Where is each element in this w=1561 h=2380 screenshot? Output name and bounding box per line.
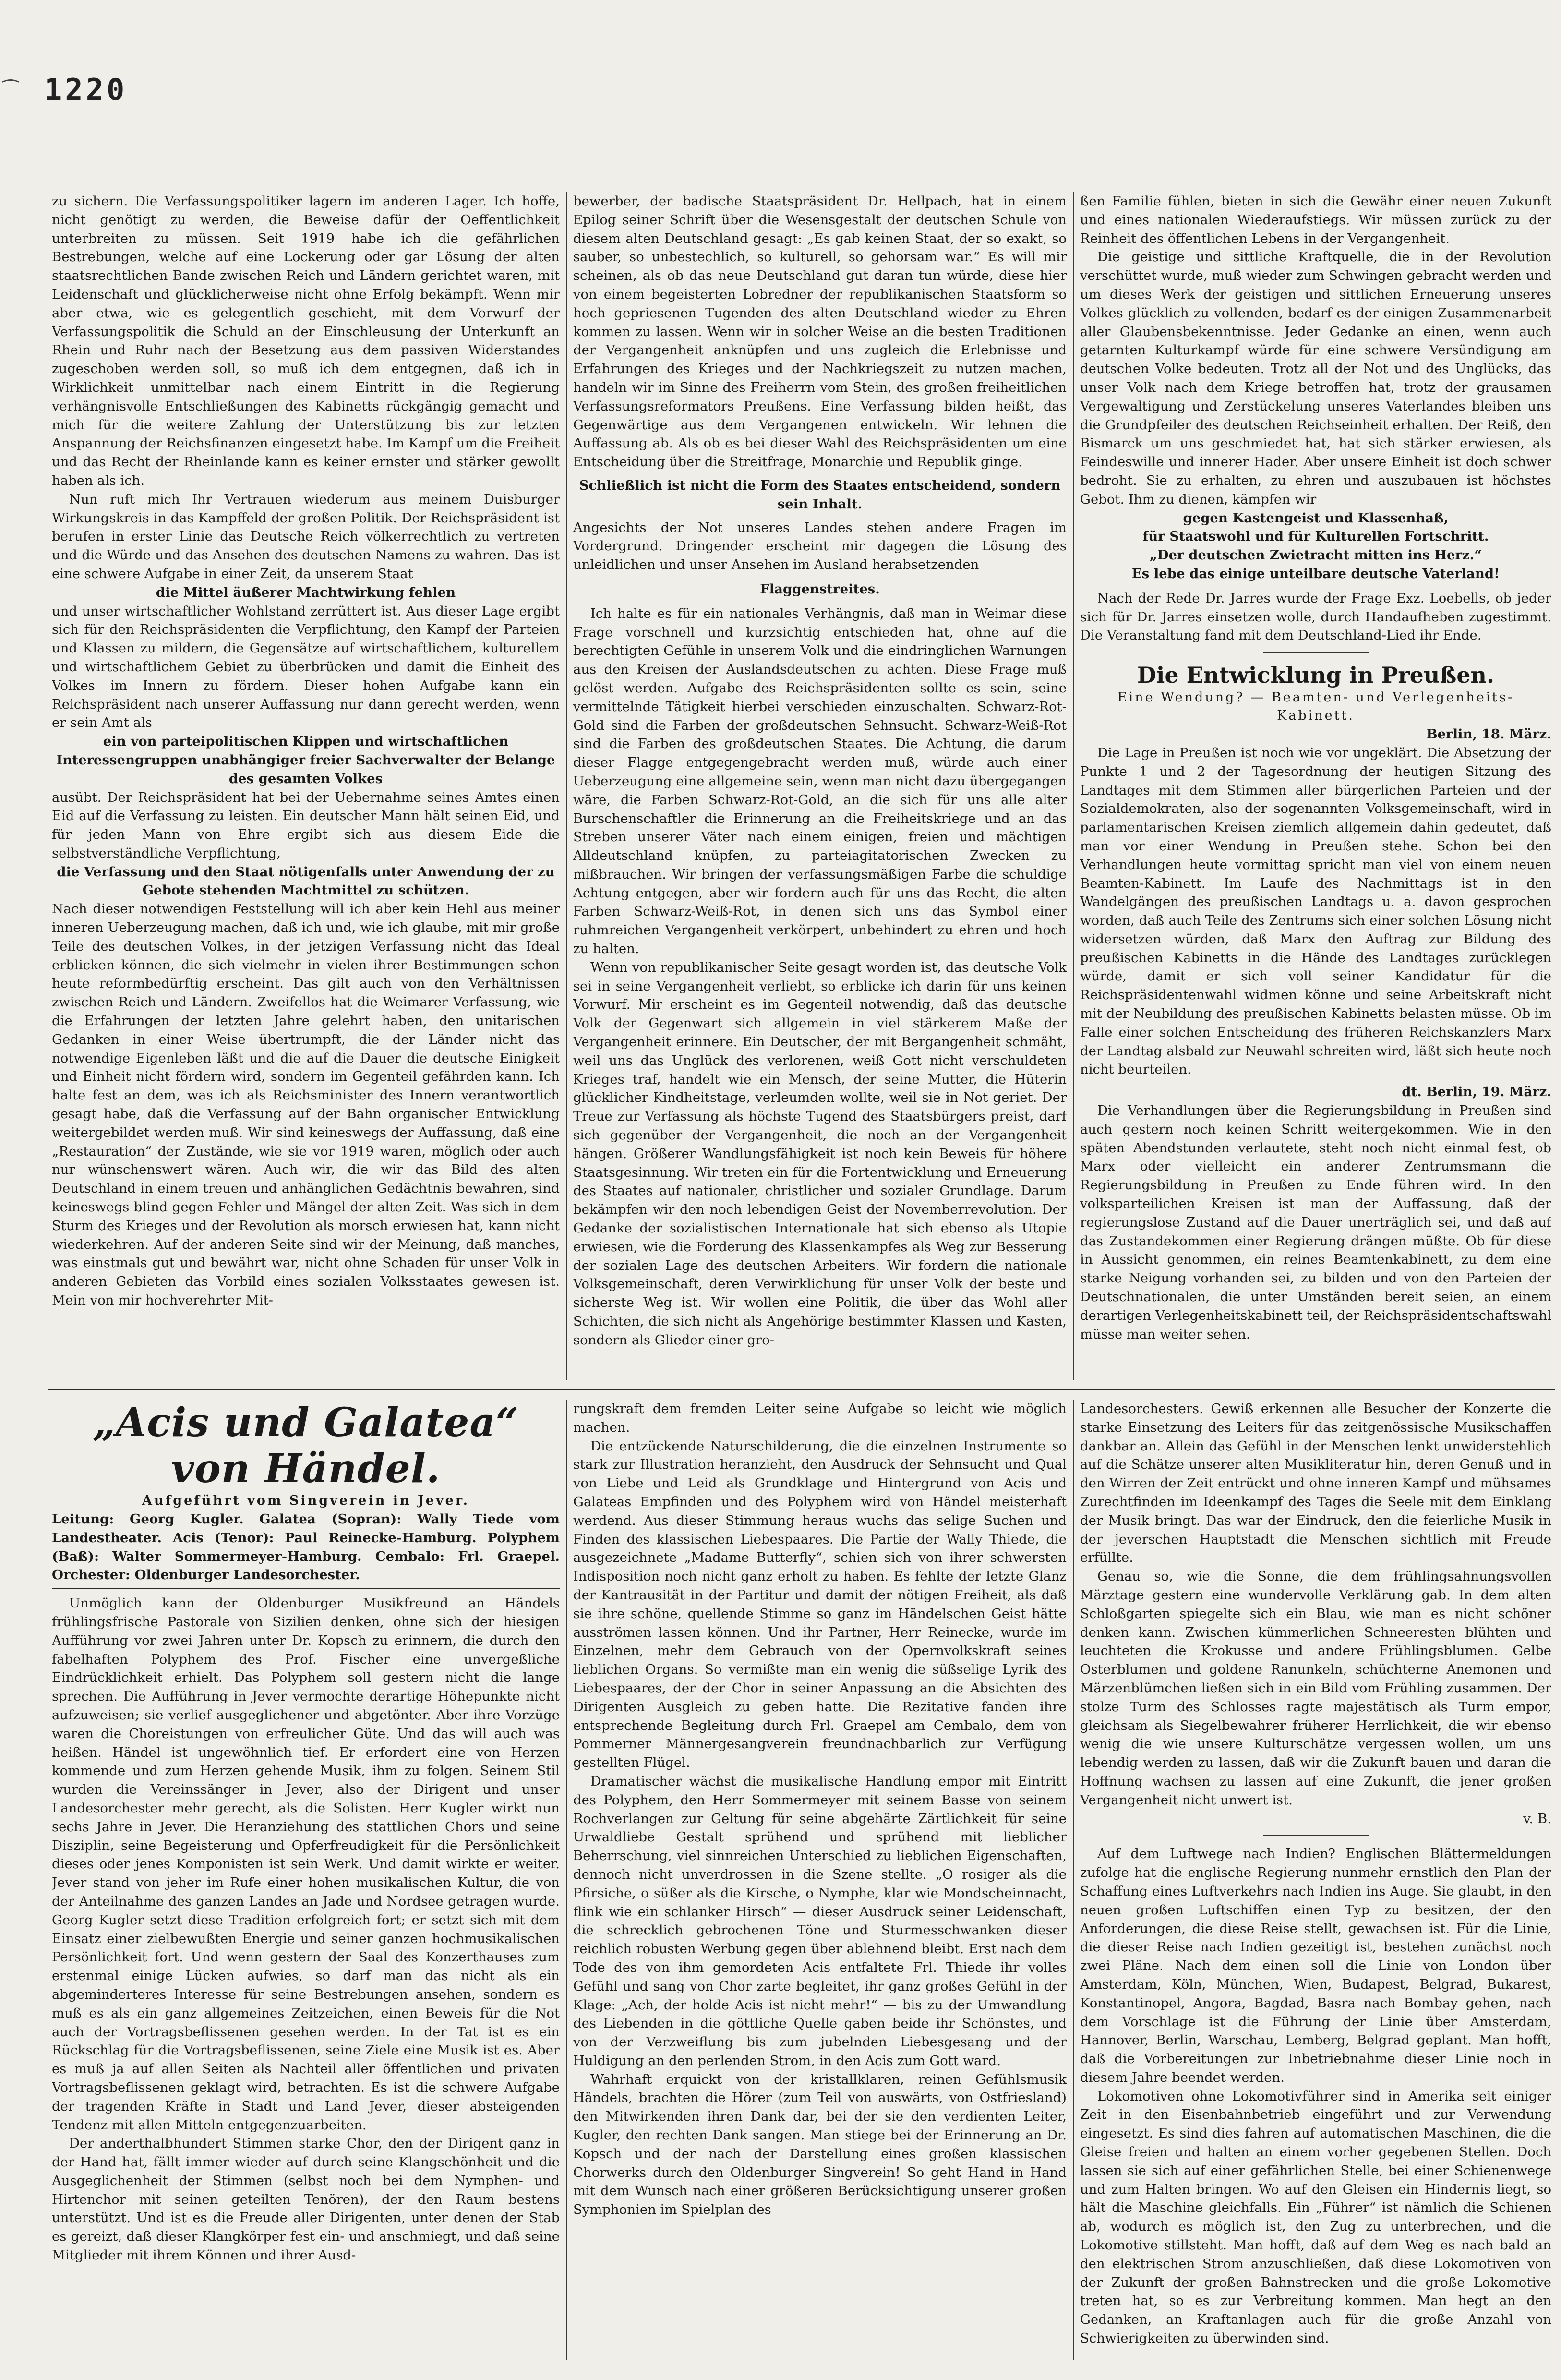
separator: [1263, 1835, 1369, 1836]
cast-list: Leitung: Georg Kugler. Galatea (Sopran): Wally Tiede vom Landestheater. Acis (Tenor): Paul Reinecke-Hamburg. Polyphem (Baß): Walter Sommermeyer-Hamburg. Cembalo: Frl. Graepel. Orchester: Oldenburger Landesorchester.: [52, 1511, 560, 1583]
column-rule: [1073, 1400, 1074, 2360]
paragraph: Dramatischer wächst die musikalische Handlung empor mit Eintritt des Polyphem, den Herr Sommermeyer mit seinem Basse von seinem Rochverlangen zur Geltung für seine abgehärte Zärtlichkeit für seine Urwaldliebe Gestalt sprühend und sprühend mit lieblicher Beherrschung, viel sinnreichen Unterschied zu lieblichen Eigenschaften, dennoch nicht unverdrossen in die Szene stellte. „O rosiger als die Pfirsiche, o süßer als die Kirsche, o Nymphe, klar wie Mondscheinnacht, flink wie ein schlanker Hirsch“ — dieser Ausdruck seiner Leidenschaft, die schrecklich gebrochenen Töne und Sturmesschwanken dieser reichlich robusten Werbung gegen über ablehnend bleibt. Erst nach dem Tode des von ihm gemordeten Acis entfaltete Frl. Thiede ihr volles Gefühl und sang von Chor zarte begleitet, ihr ganz großes Gefühl in der Klage: „Ach, der holde Acis ist nicht mehr!“ — bis zu der Umwandlung des Liebenden in die göttliche Quelle gaben beide ihr Schönstes, und von der Verzweiflung bis zum jubelnden Liebesgesang und der Huldigung an den perlenden Strom, in den Acis zum Gott ward.: [573, 1773, 1067, 2068]
emphasis-line: für Staatswohl und für Kulturellen Fortschritt.: [1142, 529, 1489, 544]
scan-edge-mark: ⁀: [3, 80, 19, 102]
paragraph: Die Lage in Preußen ist noch wie vor ungeklärt. Die Absetzung der Punkte 1 und 2 der Tagesordnung der heutigen Sitzung des Landtages mit dem Stimmen aller bürgerlichen Parteien und der Sozialdemokraten, also der sogenannten Volksgemeinschaft, wird in parlamentarischen Kreisen ziemlich allgemein dahin gedeutet, daß man vor einer Wendung in Preußen stehe. Schon bei den Verhandlungen heute vormittag spricht man viel von einem neuen Beamten-Kabinett. Im Laufe des Nachmittags ist in den Wandelgängen des preußischen Landtags u. a. davon gesprochen worden, daß auch Teile des Zentrums sich einer solchen Lösung nicht widersetzen würden, daß Marx den Auftrag zur Bildung des preußischen Kabinetts in die Hände des Landtages zurücklegen würde, damit er sich voll seiner Kandidatur für die Reichspräsidentenwahl widmen könne und seine Arbeitskraft nicht mit der Neubildung des preußischen Kabinetts belasten müsse. Ob im Falle einer solchen Entscheidung des früheren Reichskanzlers Marx der Landtag alsbald zur Neuwahl schreiten wird, läßt sich heute noch nicht beurteilen.: [1080, 745, 1551, 1077]
section-heading: Flaggenstreites.: [760, 581, 880, 597]
page-number: 1220: [44, 72, 128, 107]
column-rule: [566, 1400, 567, 2360]
paragraph: Auf dem Luftwege nach Indien? Englischen Blättermeldungen zufolge hat die englische Regierung nunmehr ernstlich den Plan der Schaffung eines Luftverkehrs nach Indien ins Auge. Sie glaubt, in den neuen großen Luftschiffen einen Typ zu besitzen, der den Anforderungen, die diese Reise stellt, gewachsen ist. Für die Linie, die dieser Reise nach Indien gezeitigt ist, bestehen zunächst noch zwei Pläne. Nach dem einen soll die Linie von London über Amsterdam, Köln, München, Wien, Budapest, Belgrad, Bukarest, Konstantinopel, Angora, Bagdad, Basra nach Bombay gehen, nach dem Vorschlage ist die Führung der Linie über Amsterdam, Hannover, Berlin, Warschau, Lemberg, Belgrad geplant. Man hofft, daß die Vorbereitungen zur Inbetriebnahme dieser Linie noch in diesem Jahre beendet werden.: [1080, 1846, 1551, 2085]
column-rule: [1073, 192, 1074, 1380]
paragraph: Die Verhandlungen über die Regierungsbildung in Preußen sind auch gestern noch keinen Schritt weitergekommen. Wie in den späten Abendstunden verlautete, steht noch nicht einmal fest, ob Marx oder vielleicht ein anderer Zentrumsmann die Regierungsbildung in Preußen zu Ende führen wird. In den volksparteilichen Kreisen ist man der Auffassung, daß der regierungslose Zustand auf die Dauer unerträglich sei, und daß auf das Zustandekommen einer Regierung drängen müßte. Ob für diese in Aussicht genommen, ein reines Beamtenkabinett, zu dem eine starke Neigung vorhanden sei, zu bilden und von den Parteien der Deutschnationalen, die unter Umständen bereit seien, an einem derartigen Verlegenheitskabinett teil, der Reichspräsidentschaftswahl müsse man weiter sehen.: [1080, 1103, 1551, 1342]
dateline: dt. Berlin, 19. März.: [1402, 1084, 1551, 1100]
paragraph: bewerber, der badische Staatspräsident Dr. Hellpach, hat in einem Epilog seiner Schrift über die Wesensgestalt der deutschen Schule von diesem alten Deutschland gesagt: „Es gab keinen Staat, der so exakt, so sauber, so unbestechlich, so kulturell, so gehorsam war.“ Es will mir scheinen, als ob das neue Deutschland gut daran tun würde, diese hier von einem begeisterten Lobredner der republikanischen Staatsform so hoch gepriesenen Tugenden des alten Deutschland wieder zu Ehren kommen zu lassen. Wenn wir in solcher Weise an die besten Traditionen der Vergangenheit anknüpfen und uns zugleich die Erlebnisse und Erfahrungen des Krieges und der Nachkriegszeit zu nutzen machen, handeln wir im Sinne des Freiherrn vom Stein, des großen freiheitlichen Verfassungsreformators Preußens. Eine Verfassung bilden heißt, das Gegenwärtige aus dem Vergangenen entwickeln. Wir lehnen die Auffassung ab. Als ob es bei dieser Wahl des Reichspräsidenten um eine Entscheidung über die Streitfrage, Monarchie und Republik ginge.: [573, 193, 1067, 470]
paragraph: Nach dieser notwendigen Feststellung will ich aber kein Hehl aus meiner inneren Ueberzeugung machen, daß ich und, wie ich glaube, mit mir große Teile des deutschen Volkes, in der jetzigen Verfassung nicht das Ideal erblicken können, die sich vielmehr in vielen ihrer Bestimmungen schon heute reformbedürftig erscheint. Das gilt auch von den Verhältnissen zwischen Reich und Ländern. Zweifellos hat die Weimarer Verfassung, wie die Erfahrungen der letzten Jahre gelehrt haben, den unitarischen Gedanken in einer Weise übertrumpft, die der Länder nicht das notwendige Eigenleben läßt und die auf die Dauer die deutsche Einigkeit und Einheit nicht fördern wird, sondern im Gegenteil gefährden kann. Ich halte fest an dem, was ich als Reichsminister des Innern verantwortlich gesagt habe, daß die Verfassung auf der Bahn organischer Entwicklung weitergebildet werden muß. Wir sind keineswegs der Auffassung, daß eine „Restauration“ der Zustände, wie sie vor 1919 waren, möglich oder auch nur wünschenswert wären. Auch wir, die wir das Bild des alten Deutschland in einem treuen und anhänglichen Gedächtnis bewahren, sind keineswegs blind gegen Fehler und Mängel der alten Zeit. Was sich in dem Sturm des Krieges und der Revolution als morsch erwiesen hat, kann nicht wiederkehren. Auf der anderen Seite sind wir der Meinung, daß manches, was einstmals gut und bewährt war, nicht ohne Schaden für unser Volk in anderen Gebieten das Vorbild eines sozialen Volksstaates gewesen ist. Mein von mir hochverehrter Mit-: [52, 901, 560, 1308]
dateline: Berlin, 18. März.: [1426, 726, 1551, 742]
top-column-3: [1080, 192, 1551, 1380]
bottom-column-3: [1080, 1400, 1551, 2360]
paragraph: Unmöglich kann der Oldenburger Musikfreund an Händels frühlingsfrische Pastorale von Sizilien denken, ohne sich der hiesigen Aufführung vor zwei Jahren unter Dr. Kopsch zu erinnern, die durch den fabelhaften Polyphem des Prof. Fischer eine unvergeßliche Eindrücklichkeit erhielt. Das Polyphem soll gestern nicht die lange sprechen. Die Aufführung in Jever vermochte derartige Höhepunkte nicht aufzuweisen; sie verlief ausgeglichener und abgetönter. Aber ihre Vorzüge waren die Choreistungen von erfreulicher Güte. Und das will auch was heißen. Händel ist ungewöhnlich tief. Er erfordert eine von Herzen kommende und zum Herzen gehende Musik, ihm zu folgen. Seinem Stil wurden die Vereinssänger in Jever, also der Dirigent und unser Landesorchester mehr gerecht, als die Solisten. Herr Kugler wirkt nun sechs Jahre in Jever. Die Heranziehung des stattlichen Chors und seine Disziplin, seine Begeisterung und Opferfreudigkeit für die Persönlichkeit dieses oder jenes Komponisten ist sein Werk. Und damit wirkte er weiter. Jever stand von jeher im Rufe einer hohen musikalischen Kultur, die von der Anteilnahme des ganzen Landes an Jade und Nordsee getragen wurde. Georg Kugler setzt diese Tradition erfolgreich fort; er setzt sich mit dem Einsatz einer zielbewußten Energie und seiner ganzen hochmusikalischen Persönlichkeit fort. Und wenn gestern der Saal des Konzerthauses zum erstenmal einige Lücken aufwies, so darf man das nicht als ein abgeminderteres Interesse für seine Bestrebungen ansehen, sondern es muß es als ein ganz allgemeines Zeitzeichen, einen Beweis für die Not auch der Vortragsbeflissenen gesehen werden. In der Tat ist es ein Rückschlag für die Vortragsbeflissenen, seine Ziele eine Musik ist es. Aber es muß ja auf allen Seiten als Nachteil aller öffentlichen und privaten Vortragsbeflissenen geklagt wird, betrachten. Es ist die schwere Aufgabe der tragenden Kräfte in Stadt und Land Jever, dieser absteigenden Tendenz mit allen Mitteln entgegenzuarbeiten.: [52, 1595, 560, 2133]
separator: [1263, 652, 1369, 653]
paragraph: Die entzückende Naturschilderung, die die einzelnen Instrumente so stark zur Illustration heranzieht, den Ausdruck der Sehnsucht und Qual von Liebe und Leid als Grundklage und Hintergrund von Acis und Galateas Empfinden und des Polyphem wird von Händel meisterhaft werdend. Aus dieser Stimmung heraus wuchs das selige Suchen und Finden des klassischen Liebespaares. Die Partie der Wally Thiede, die ausgezeichnete „Madame Butterfly“, schien sich von ihrer schwersten Indisposition noch nicht ganz erholt zu haben. Es fehlte der letzte Glanz der Kantrausität in der Partitur und damit der nötigen Freiheit, als daß sie ihre schöne, quellende Stimme so ganz im Händelschen Geist hätte ausströmen lassen können. Und ihr Partner, Herr Reinecke, wurde im Einzelnen, mehr dem Gebrauch von der Opernvolkskraft seines lieblichen Organs. So vermißte man ein wenig die süßselige Lyrik des Liebespaares, der der Chor in seiner Anpassung an die Absichten des Dirigenten Ausgleich zu geben hatte. Die Rezitative fanden ihre entsprechende Begleitung durch Frl. Graepel am Cembalo, dem von Pommerner Männergesangverein freundnachbarlich zur Verfügung gestellten Flügel.: [573, 1438, 1067, 1771]
paragraph: und unser wirtschaftlicher Wohlstand zerrüttert ist. Aus dieser Lage ergibt sich für den Reichspräsidenten die Verpflichtung, den Kampf der Parteien und Klassen zu mildern, die Gegensätze auf wirtschaftlichem, kulturellem und wirtschaftlichem Gebiet zu überbrücken und damit die Einheit des Volkes im Innern zu fördern. Dieser hohen Aufgabe kann ein Reichspräsident nach unserer Auffassung nur dann gerecht werden, wenn er sein Amt als: [52, 603, 560, 731]
emphasis-line: Es lebe das einige unteilbare deutsche Vaterland!: [1131, 566, 1500, 581]
paragraph: Lokomotiven ohne Lokomotivführer sind in Amerika seit einiger Zeit in den Eisenbahnbetrieb eingeführt und zur Verwendung eingesetzt. Es sind dies fahren auf automatischen Maschinen, die die Gleise freien und halten an einem vorher gegebenen Stellen. Doch lassen sie sich auf einer gefährlichen Stelle, bei einer Schienenwege und zum Halten bringen. Wo auf den Gleisen ein Hindernis liegt, so hält die Maschine gleichfalls. Ein „Führer“ ist nämlich die Schienen ab, wodurch es möglich ist, den Zug zu unterbrechen, und die Lokomotive stillsteht. Man hofft, daß auf dem Weg es nach bald an den elektrischen Strom anzuschließen, daß diese Lokomotiven von der Zukunft der großen Bahnstrecken und die große Lokomotive treten hat, so es zur Verbreitung kommen. Man hegt an den Gedanken, an Kraftanlagen auch für die große Anzahl von Schwierigkeiten zu überwinden sind.: [1080, 2088, 1551, 2346]
paragraph: Ich halte es für ein nationales Verhängnis, daß man in Weimar diese Frage vorschnell und kurzsichtig entschieden hat, ohne auf die berechtigten Gefühle in unserem Volk und die eindringlichen Warnungen aus den Kreisen der Auslandsdeutschen zu achten. Diese Frage muß gelöst werden. Aufgabe des Reichspräsidenten sollte es sein, seine vermittelnde Tätigkeit hierbei verschieden einzuschalten. Schwarz-Rot-Gold sind die Farben der großdeutschen Sehnsucht. Schwarz-Weiß-Rot sind die Farben des großdeutschen Staates. Die Achtung, die darum dieser Flagge entgegengebracht werden muß, würde auch einer Ueberzeugung eine allgemeine sein, wenn man nicht dazu übergegangen wäre, die Farben Schwarz-Rot-Gold, an die sich für uns alle alter Burschenschaftler die Erinnerung an die Freiheitskriege und an das Streben unserer Väter nach einem einigen, freien und mächtigen Alldeutschland knüpfen, zu parteiagitatorischen Zwecken zu mißbrauchen. Wir bringen der verfassungsmäßigen Farbe die schuldige Achtung entgegen, aber wir fordern auch für uns das Recht, die alten Farben Schwarz-Weiß-Rot, in denen sich uns das Symbol einer ruhmreichen Vergangenheit verkörpert, unbehindert zu ehren und hoch zu halten.: [573, 605, 1067, 957]
paragraph: zu sichern. Die Verfassungspolitiker lagern im anderen Lager. Ich hoffe, nicht genötigt zu werden, die Beweise dafür der Oeffentlichkeit unterbreiten zu müssen. Seit 1919 habe ich die gefährlichen Bestrebungen, welche auf eine Lockerung oder gar Lösung der alten staatsrechtlichen Bande zwischen Reich und Ländern gerichtet waren, mit Leidenschaft und glücklicherweise nicht ohne Erfolg bekämpft. Wenn mir aber etwa, wie es gelegentlich geschieht, mit dem Vorwurf der Verfassungspolitik die Schuld an der Einschleusung der Unterkunft an Rhein und Ruhr nach der Besetzung aus dem passiven Widerstandes zugeschoben werden soll, so muß ich dem entgegnen, daß ich in Wirklichkeit unmittelbar nach einem Eintritt in die Regierung verhängnisvolle Entschließungen des Kabinetts rückgängig gemacht und mich für die weitere Zahlung der Unterstützung bis zur letzten Anspannung der Reichsfinanzen eingesetzt habe. Im Kampf um die Freiheit und das Recht der Rheinlande kann es keiner ernster und stärker gewollt haben als ich.: [52, 193, 560, 488]
paragraph: ßen Familie fühlen, bieten in sich die Gewähr einer neuen Zukunft und eines nationalen Wiederaufstiegs. Wir müssen zurück zu der Reinheit des öffentlichen Lebens in der Vergangenheit.: [1080, 193, 1551, 246]
section-divider: [48, 1389, 1555, 1390]
emphasis-line: die Mittel äußerer Machtwirkung fehlen: [156, 584, 456, 600]
paragraph: Landesorchesters. Gewiß erkennen alle Besucher der Konzerte die starke Einsetzung des Leiters für das zeitgenössische Musikschaffen dankbar an. Allein das Gefühl in der Menschen lenkt unwiderstehlich auf die Schätze unserer alten Musikliteratur hin, deren Genuß und in den Wirren der Zeit entrückt und ohne inneren Kampf und mühsames Zurechtfinden im Ideenkampf des Tages die Seele mit dem Einklang der Musik bringt. Das war der Eindruck, den die feierliche Musik in der jeverschen Hauptstadt die Menschen sichtlich mit Freude erfüllte.: [1080, 1401, 1551, 1566]
author-signature: v. B.: [1523, 1811, 1551, 1826]
emphasis-line: gegen Kastengeist und Klassenhaß,: [1183, 510, 1449, 526]
paragraph: Nach der Rede Dr. Jarres wurde der Frage Exz. Loebells, ob jeder sich für Dr. Jarres einsetzen wolle, durch Handaufheben zugestimmt. Die Veranstaltung fand mit dem Deutschland-Lied ihr Ende.: [1080, 590, 1551, 643]
bottom-column-2: [573, 1400, 1067, 2360]
cast-rule: [52, 1588, 560, 1589]
top-column-2: [573, 192, 1067, 1380]
article-subtitle: Aufgeführt vom Singverein in Jever.: [142, 1493, 469, 1508]
emphasis-block: die Verfassung und den Staat nötigenfalls unter Anwendung der zu Gebote stehenden Machtmittel zu schützen.: [57, 864, 555, 898]
paragraph: Wenn von republikanischer Seite gesagt worden ist, das deutsche Volk sei in seine Vergangenheit verliebt, so erblicke ich darin für uns keinen Vorwurf. Mir erscheint es im Gegenteil notwendig, daß das deutsche Volk der Gegenwart sich allgemein in viel stärkerem Maße der Vergangenheit erinnere. Ein Deutscher, der mit Bergangenheit schmäht, weil uns das Unglück des verlorenen, weiß Gott nicht verschuldeten Krieges traf, handelt wie ein Mensch, der seine Mutter, die Hüterin glücklicher Kindheitstage, verleumden wollte, weil sie in Not geriet. Der Treue zur Verfassung als höchste Tugend des Staatsbürgers preist, darf sich gegenüber der Vergangenheit, die noch an der Vergangenheit hängen. Größerer Wandlungsfähigkeit ist noch kein Beweis für höhere Staatsgesinnung. Wir treten ein für die Fortentwicklung und Erneuerung des Staates auf nationaler, christlicher und sozialer Grundlage. Darum bekämpfen wir den noch lebendigen Geist der Novemberrevolution. Der Gedanke der sozialistischen Internationale hat sich ebenso als Utopie erwiesen, wie die Forderung des Klassenkampfes als Weg zur Besserung der sozialen Lage des deutschen Arbeiters. Wir fordern die nationale Volksgemeinschaft, deren Verwirklichung für unser Volk der beste und sicherste Weg ist. Wir wollen eine Politik, die über das Wohl aller Schichten, die sich nicht als Angehörige bestimmter Klassen und Kasten, sondern als Glieder einer gro-: [573, 959, 1067, 1348]
paragraph: rungskraft dem fremden Leiter seine Aufgabe so leicht wie möglich machen.: [573, 1401, 1067, 1435]
paragraph: Angesichts der Not unseres Landes stehen andere Fragen im Vordergrund. Dringender erscheint mir dagegen die Lösung des unleidlichen und unser Ansehen im Ausland herabsetzenden: [573, 519, 1067, 573]
emphasis-block: ein von parteipolitischen Klippen und wirtschaftlichen Interessengruppen unabhängiger freier Sachverwalter der Belange des gesamten Volkes: [56, 734, 555, 786]
article-headline: „Acis und Galatea“ von Händel.: [93, 1400, 519, 1492]
paragraph: Der anderthalbhundert Stimmen starke Chor, den der Dirigent ganz in der Hand hat, fällt immer wieder auf durch seine Klangschönheit und die Ausgeglichenheit der Stimmen (selbst noch bei dem Nymphen- und Hirtenchor mit seinen geteilten Tenören), der den Raum bestens unterstützt. Und ist es die Freude aller Dirigenten, unter denen der Stab es gereizt, daß dieser Klangkörper fest ein- und anschmiegt, und daß seine Mitglieder mit ihrem Können und ihrer Ausd-: [52, 2136, 560, 2263]
column-rule: [566, 192, 567, 1380]
top-column-1: [52, 192, 560, 1380]
emphasis-block: Schließlich ist nicht die Form des Staates entscheidend, sondern sein Inhalt.: [579, 477, 1061, 512]
paragraph: Nun ruft mich Ihr Vertrauen wiederum aus meinem Duisburger Wirkungskreis in das Kampffeld der großen Politik. Der Reichspräsident ist berufen in erster Linie das Deutsche Reich völkerrechtlich zu vertreten und die Würde und das Ansehen des deutschen Namens zu wahren. Das ist eine schwere Aufgabe in einer Zeit, da unserem Staat: [52, 491, 560, 581]
article-subtitle: Eine Wendung? — Beamten- und Verlegenheits-Kabinett.: [1117, 690, 1514, 724]
paragraph: ausübt. Der Reichspräsident hat bei der Uebernahme seines Amtes einen Eid auf die Verfassung zu leisten. Ein deutscher Mann hält seinen Eid, und für jeden Mann von Ehre ergibt sich aus diesem Eide die selbstverständliche Verpflichtung,: [52, 789, 560, 861]
paragraph: Genau so, wie die Sonne, die dem frühlingsahnungsvollen Märztage gestern eine wundervolle Verklärung gab. In dem alten Schloßgarten spiegelte sich ein Blau, wie man es nicht schöner denken kann. Zwischen kümmerlichen Schneeresten blühten und leuchteten die Krokusse und andere Frühlingsblumen. Gelbe Osterblumen und goldene Ranunkeln, schüchterne Anemonen und Märzenblümchen ließen sich in ein Bild vom Frühling zusammen. Der stolze Turm des Schlosses ragte majestätisch als Turm empor, gleichsam als Siegelbewahrer früherer Herrlichkeit, die wir ebenso wenig die wie unsere Kulturschätze vergessen wollen, um uns lebendig werden zu lassen, daß wir die Zukunft bauen und daran die Hoffnung wachsen zu lassen auf eine Zukunft, die jener großen Vergangenheit nicht unwert ist.: [1080, 1569, 1551, 1808]
paragraph: Die geistige und sittliche Kraftquelle, die in der Revolution verschüttet wurde, muß wieder zum Schwingen gebracht werden und um dieses Werk der geistigen und sittlichen Erneuerung unseres Volkes glücklich zu vollenden, bedarf es der einigen Zusammenarbeit aller Glaubensbekenntnisse. Jeder Gedanke an einen, wenn auch getarnten Kulturkampf würde für eine schwere Versündigung am deutschen Volke bedeuten. Trotz all der Not und des Unglücks, das unser Volk nach dem Kriege betroffen hat, trotz der grausamen Vergewaltigung und Zerstückelung unseres Vaterlandes bleiben uns die Grundpfeiler des deutschen Reichseinheit erhalten. Der Reiß, den Bismarck um uns geschmiedet hat, hat sich stärker erwiesen, als Feindeswille und innerer Hader. Aber unsere Einheit ist doch schwer bedroht. Sie zu erhalten, zu ehren und auszubauen ist höchstes Gebot. Ihm zu dienen, kämpfen wir: [1080, 249, 1551, 507]
paragraph: Wahrhaft erquickt von der kristallklaren, reinen Gefühlsmusik Händels, brachten die Hörer (zum Teil von auswärts, von Ostfriesland) den Mitwirkenden ihren Dank dar, bei der sie den verdienten Leiter, Kugler, den rechten Dank sangen. Man stiege bei der Erinnerung an Dr. Kopsch und der nach der Darstellung eines großen klassischen Chorwerks durch den Oldenburger Singverein! So geht Hand in Hand mit dem Wunsch nach einer größeren Berücksichtigung unserer großen Symphonien im Spielplan des: [573, 2071, 1067, 2218]
article-headline: Die Entwicklung in Preußen.: [1137, 662, 1495, 689]
quote-line: „Der deutschen Zwietracht mitten ins Herz.“: [1149, 547, 1482, 563]
bottom-column-1: [52, 1400, 560, 2360]
